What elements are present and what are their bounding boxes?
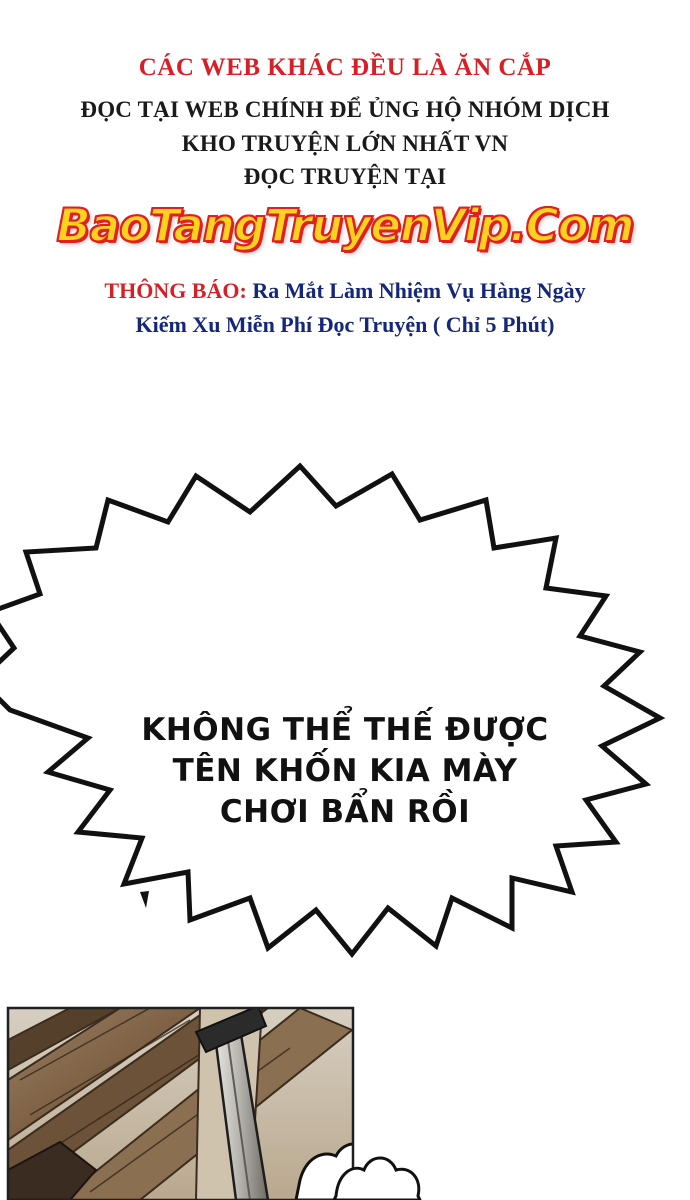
support-line: ĐỌC TẠI WEB CHÍNH ĐỂ ỦNG HỘ NHÓM DỊCH (80, 97, 610, 123)
announcement-label: THÔNG BÁO: (104, 278, 247, 304)
comic-artwork (0, 380, 690, 1200)
read-at-line: ĐỌC TRUYỆN TẠI (243, 163, 447, 189)
announcement-text-2: Kiếm Xu Miễn Phí Đọc Truyện ( Chỉ 5 Phút) (135, 312, 555, 338)
speech-line-2: TÊN KHỐN KIA MÀY (172, 752, 518, 789)
announcement-block (0, 274, 690, 342)
site-watermark-header (0, 0, 690, 342)
speech-line-1: KHÔNG THỂ THẾ ĐƯỢC (141, 712, 549, 748)
library-line: KHO TRUYỆN LỚN NHẤT VN (181, 130, 509, 156)
announcement-text: Ra Mắt Làm Nhiệm Vụ Hàng Ngày (252, 278, 586, 304)
warning-line: CÁC WEB KHÁC ĐỀU LÀ ĂN CẮP (138, 54, 552, 81)
site-brand-title: BaoTangTruyenVip.Com (56, 199, 634, 253)
comic-panel (0, 380, 690, 1200)
speech-line-3: CHƠI BẨN RỒI (219, 793, 471, 830)
panel-inset-art (8, 1006, 392, 1200)
